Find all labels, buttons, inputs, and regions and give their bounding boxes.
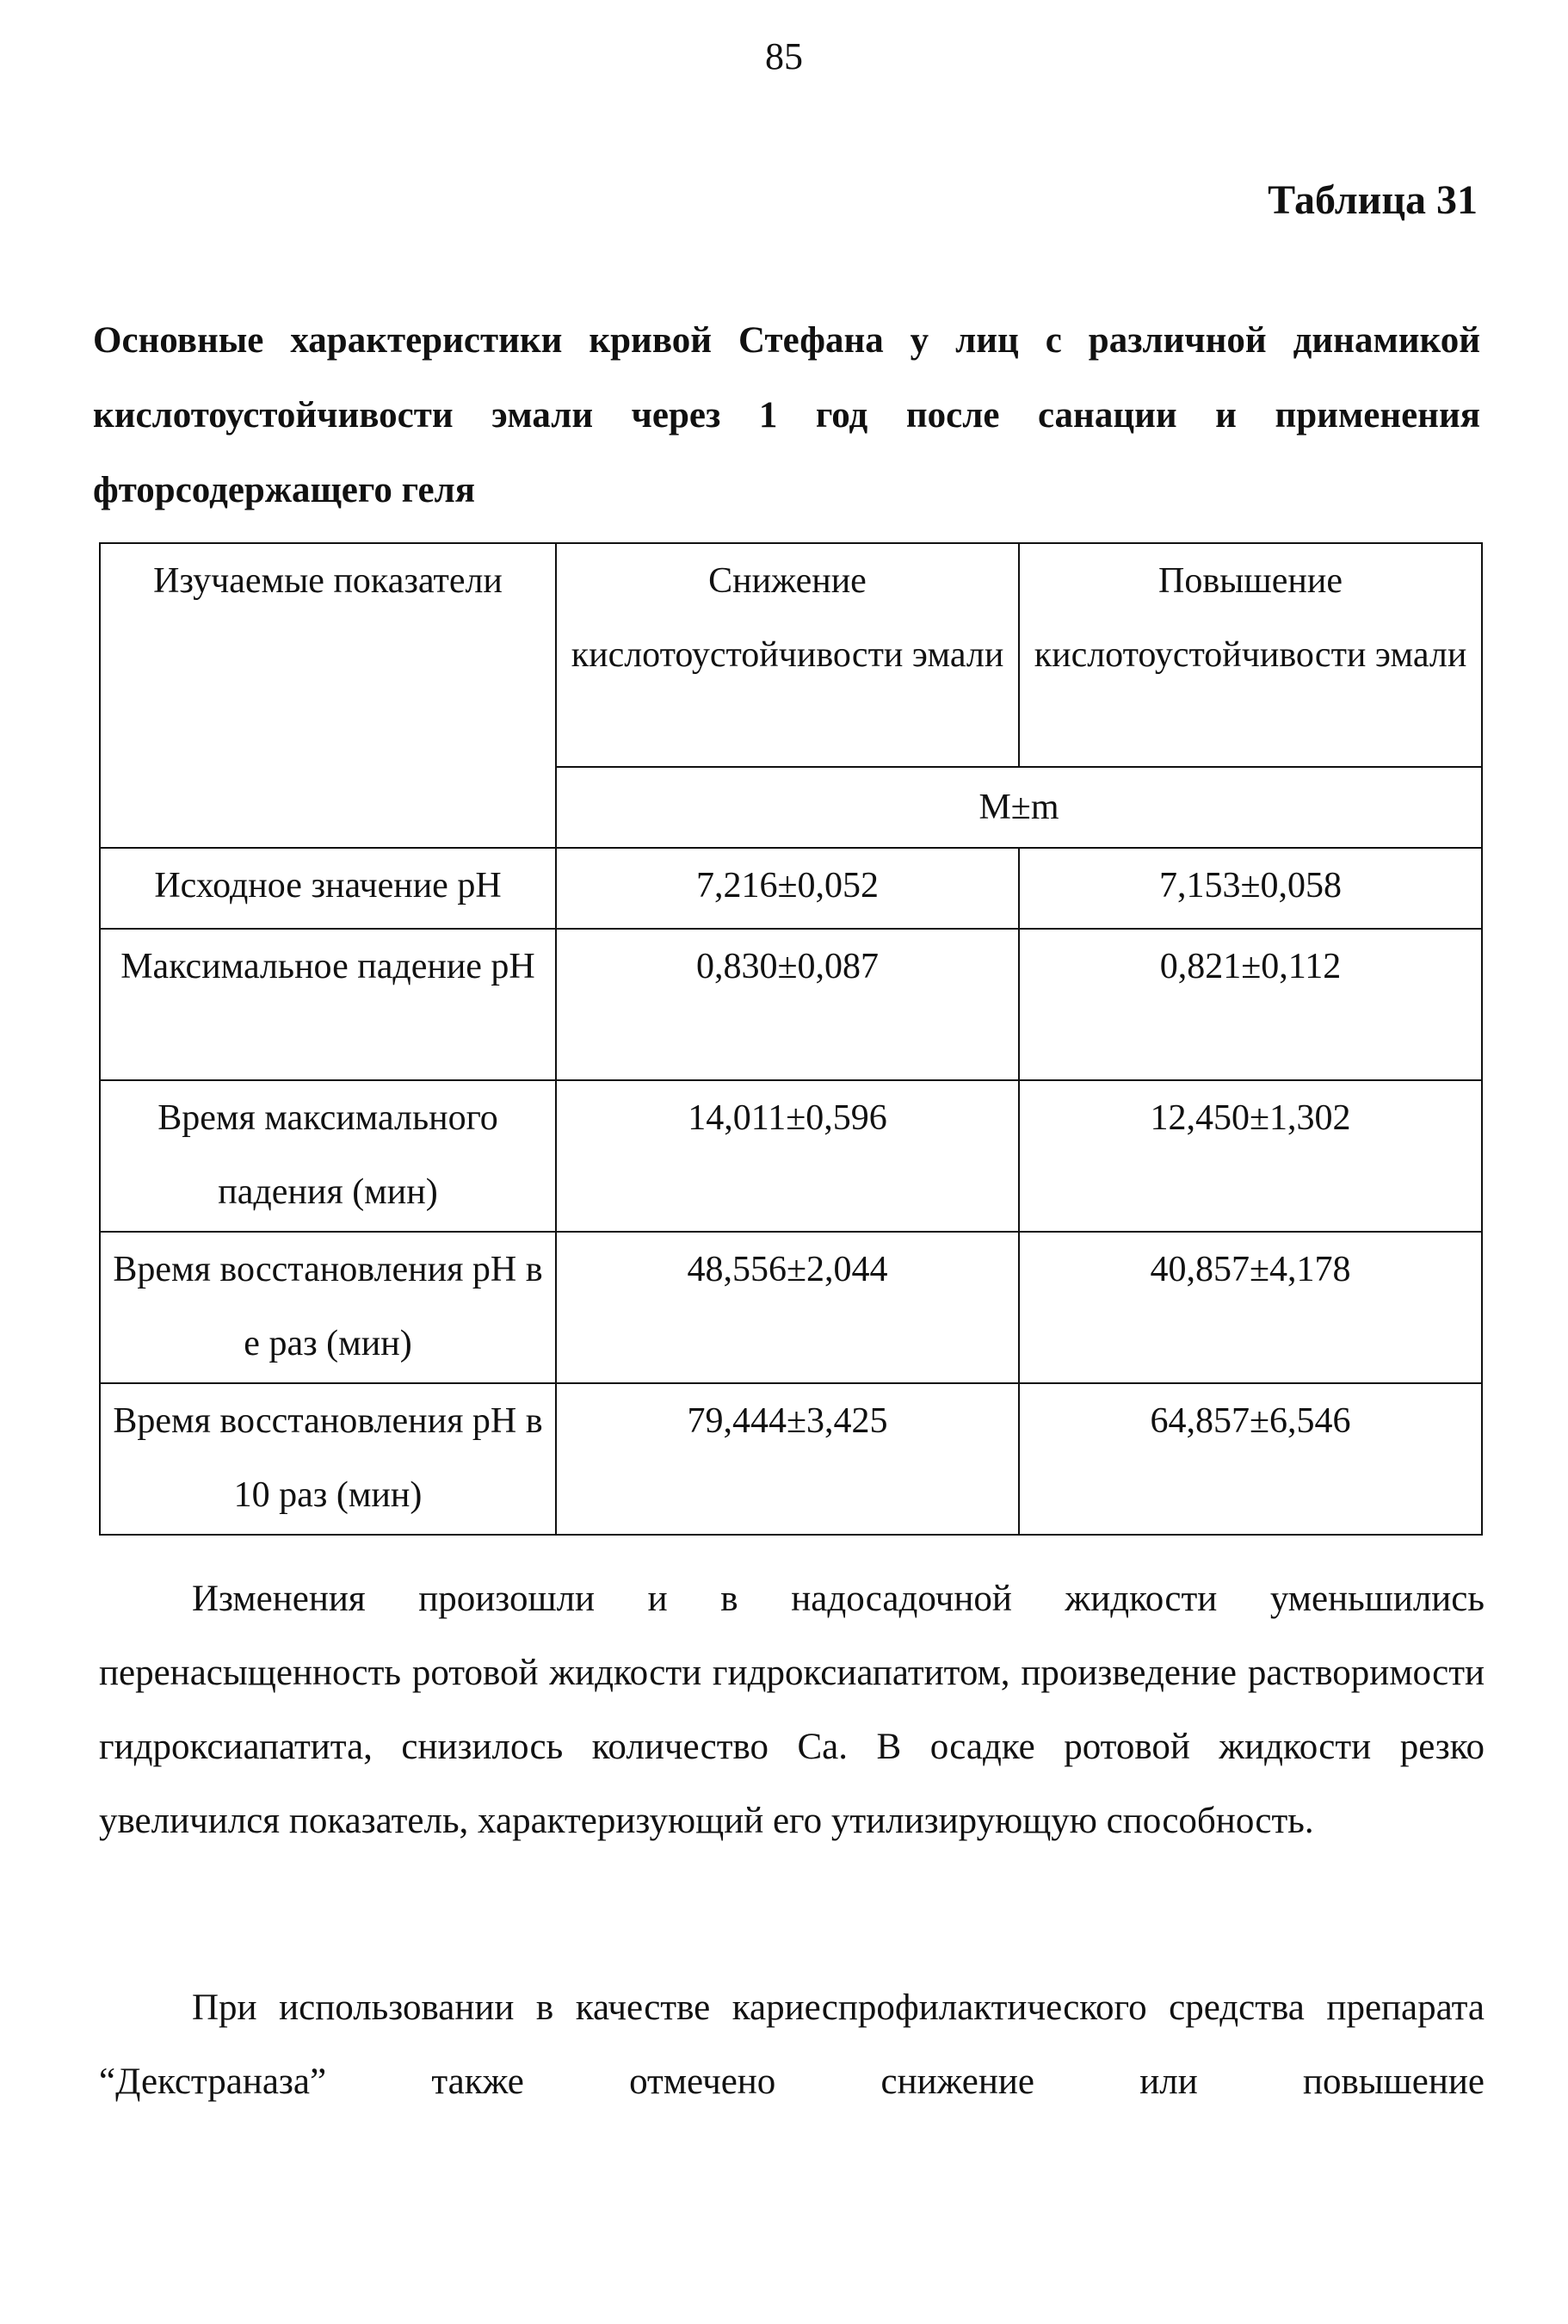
row-value-increase: 40,857±4,178 xyxy=(1019,1232,1482,1383)
row-value-increase: 0,821±0,112 xyxy=(1019,929,1482,1080)
table-label: Таблица 31 xyxy=(1268,177,1478,223)
row-label: Исходное значение pH xyxy=(100,848,556,929)
table-caption: Основные характеристики кривой Стефана у лиц с различной динамикой кислотоустойчивости эмали через 1 год после санации и применения фторсодержащего геля xyxy=(93,320,1480,510)
table-header-row xyxy=(100,543,1482,767)
row-value-increase: 64,857±6,546 xyxy=(1019,1383,1482,1535)
row-value-increase: 12,450±1,302 xyxy=(1019,1080,1482,1232)
table-row xyxy=(100,929,1482,1080)
row-label: Время восстановления pH в 10 раз (мин) xyxy=(100,1383,556,1535)
data-table xyxy=(99,542,1483,1536)
row-label: Максимальное падение pH xyxy=(100,929,556,1080)
table-row xyxy=(100,1080,1482,1232)
table-row xyxy=(100,1232,1482,1383)
row-value-decrease: 0,830±0,087 xyxy=(556,929,1019,1080)
row-value-increase: 7,153±0,058 xyxy=(1019,848,1482,929)
body-paragraph: Изменения произошли и в надосадочной жидкости уменьшились перенасыщенность ротовой жидкости гидроксиапатитом, произведение растворимости гидроксиапатита, снизилось количество Са. В осадке ротовой жидкости резко увеличился показатель, характеризующий его утилизирующую способность. xyxy=(99,1579,1485,1841)
header-mean-error: M±m xyxy=(556,767,1482,848)
page-number: 85 xyxy=(765,35,803,77)
row-value-decrease: 14,011±0,596 xyxy=(556,1080,1019,1232)
header-increase: Повышение кислотоустойчивости эмали xyxy=(1019,543,1482,767)
body-paragraph: При использовании в качестве кариеспрофилактического средства препарата “Декстраназа” также отмечено снижение или повышение xyxy=(99,1987,1485,2102)
row-label: Время восстановления pH в е раз (мин) xyxy=(100,1232,556,1383)
table-row xyxy=(100,1383,1482,1535)
row-label: Время максимального падения (мин) xyxy=(100,1080,556,1232)
table-row xyxy=(100,848,1482,929)
row-value-decrease: 48,556±2,044 xyxy=(556,1232,1019,1383)
header-indicators: Изучаемые показатели xyxy=(100,543,556,848)
row-value-decrease: 7,216±0,052 xyxy=(556,848,1019,929)
row-value-decrease: 79,444±3,425 xyxy=(556,1383,1019,1535)
header-decrease: Снижение кислотоустойчивости эмали xyxy=(556,543,1019,767)
